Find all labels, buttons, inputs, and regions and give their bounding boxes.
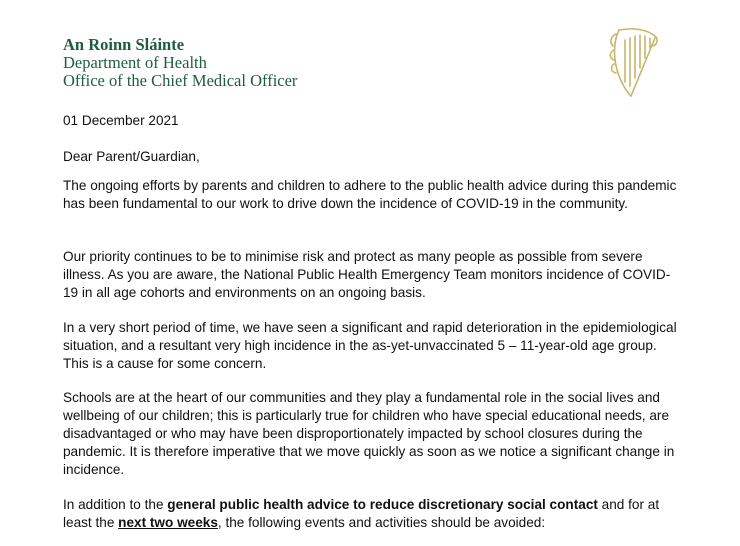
irish-harp-icon [605, 20, 665, 100]
department-name-irish: An Roinn Sláinte [63, 35, 185, 54]
salutation: Dear Parent/Guardian, [63, 149, 200, 164]
next-two-weeks-emphasis: next two weeks [118, 515, 218, 530]
office-name: Office of the Chief Medical Officer [63, 71, 298, 90]
paragraph-3: In a very short period of time, we have seen a significant and rapid deterioration in the epidemiological situation, and a resultant very high incidence in the as-yet-unvaccinated 5 – 11-year-old age group. This is a cause for some concern. [63, 320, 677, 371]
paragraph-5-text-1: In addition to the [63, 497, 168, 512]
letterhead [63, 36, 297, 90]
paragraph-4: Schools are at the heart of our communities and they play a fundamental role in the social lives and wellbeing of our children; this is particularly true for children who have special educational needs, are disadvantaged or who may have been disproportionately impacted by school closures during the pandemic. It is therefore imperative that we move quickly as soon as we notice a significant change in incidence. [63, 390, 675, 477]
paragraph-5-text-2: and for at least the [63, 497, 660, 530]
paragraph-5 [63, 496, 683, 532]
public-health-advice-emphasis: general public health advice to reduce discretionary social contact [167, 497, 598, 512]
paragraph-5-text-3: , the following events and activities should be avoided: [217, 515, 546, 530]
department-name: Department of Health [63, 53, 207, 72]
paragraph-1: The ongoing efforts by parents and children to adhere to the public health advice during this pandemic has been fundamental to our work to drive down the incidence of COVID-19 in the community. [63, 178, 677, 211]
letter-date: 01 December 2021 [63, 113, 179, 128]
paragraph-2: Our priority continues to be to minimise risk and protect as many people as possible from severe illness. As you are aware, the National Public Health Emergency Team monitors incidence of COVID-19 in all age cohorts and environments on an ongoing basis. [63, 249, 671, 300]
